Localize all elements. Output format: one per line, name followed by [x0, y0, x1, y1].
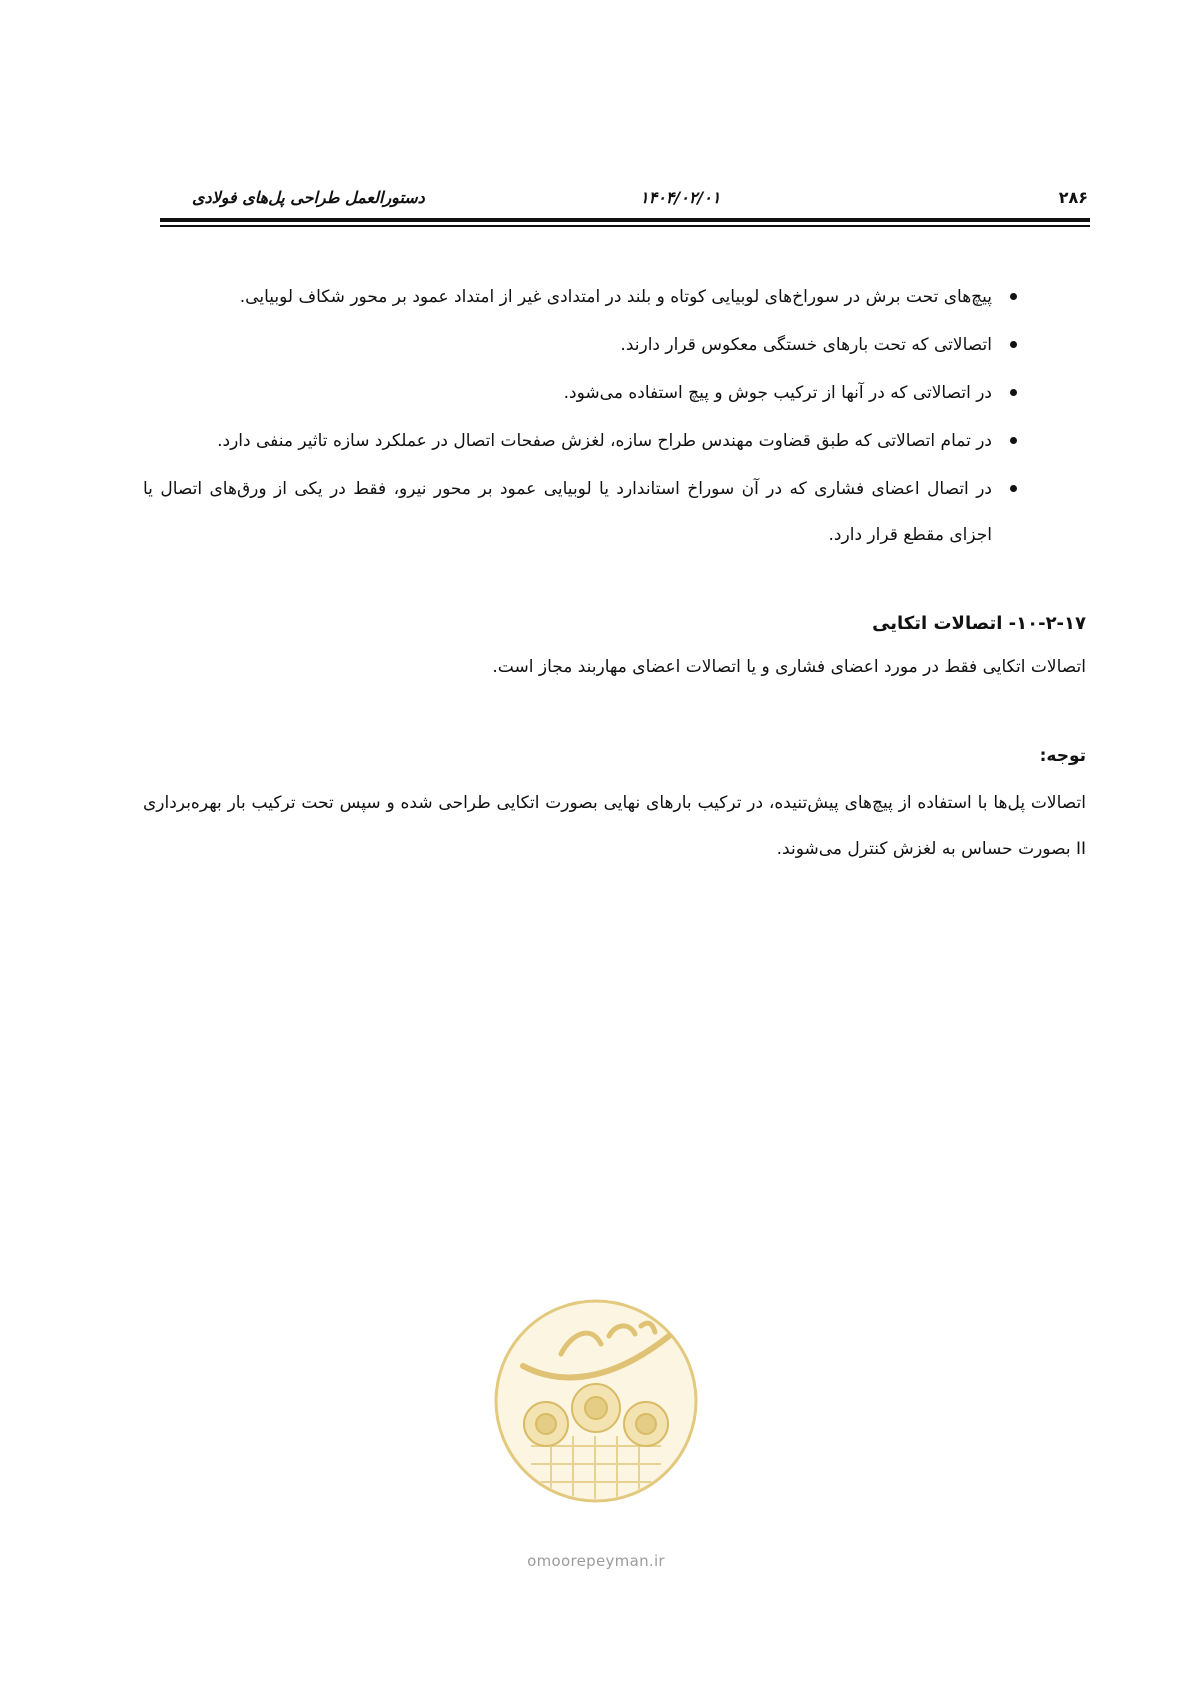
list-item: [143, 370, 1086, 416]
section-paragraph: اتصالات اتکایی فقط در مورد اعضای فشاری و یا اتصالات اعضای مهاربند مجاز است.: [492, 657, 1086, 677]
list-item: [143, 322, 1086, 368]
page-header: [160, 188, 1090, 214]
note-heading: توجه:: [1039, 746, 1086, 766]
bullet-icon: [1010, 485, 1017, 492]
list-item-text: در اتصالاتی که در آنها از ترکیب جوش و پیچ استفاده می‌شود.: [563, 383, 992, 403]
list-item: [143, 466, 1086, 558]
bullet-icon: [1010, 389, 1017, 396]
list-item-text: در تمام اتصالاتی که طبق قضاوت مهندس طراح سازه، لغزش صفحات اتصال در عملکرد سازه تاثیر منفی دارد.: [217, 431, 992, 451]
list-item-text: در اتصال اعضای فشاری که در آن سوراخ استاندارد یا لوبیایی عمود بر محور نیرو، فقط در یکی از ورق‌های اتصال یا اجزای مقطع قرار دارد.: [143, 479, 992, 545]
bullet-icon: [1010, 341, 1017, 348]
note-paragraph: اتصالات پل‌ها با استفاده از پیچ‌های پیش‌تنیده، در ترکیب بارهای نهایی بصورت اتکایی طراحی شده و سپس تحت ترکیب بار بهره‌برداری II بصورت حساس به لغزش کنترل می‌شوند.: [143, 793, 1086, 859]
header-rule-thick: [160, 218, 1090, 222]
bullet-icon: [1010, 437, 1017, 444]
omoore-peyman-logo: [491, 1296, 701, 1506]
page-number: ۲۸۶: [1058, 188, 1088, 207]
watermark-url: omoorepeyman.ir: [527, 1552, 665, 1570]
section-heading: ۱۰-۲-۱۷- اتصالات اتکایی: [872, 613, 1086, 634]
page-content: [143, 274, 1086, 872]
bullet-icon: [1010, 293, 1017, 300]
list-item: [143, 418, 1086, 464]
list-item-text: اتصالاتی که تحت بارهای خستگی معکوس قرار دارند.: [620, 335, 992, 355]
header-rule-thin: [160, 225, 1090, 227]
header-date: ۱۴۰۴/۰۲/۰۱: [640, 188, 721, 207]
header-title: دستورالعمل طراحی پل‌های فولادی: [192, 188, 425, 207]
bullet-list: [143, 274, 1086, 558]
list-item: [143, 274, 1086, 320]
list-item-text: پیچ‌های تحت برش در سوراخ‌های لوبیایی کوتاه و بلند در امتدادی غیر از امتداد عمود بر محور شکاف لوبیایی.: [239, 287, 992, 307]
